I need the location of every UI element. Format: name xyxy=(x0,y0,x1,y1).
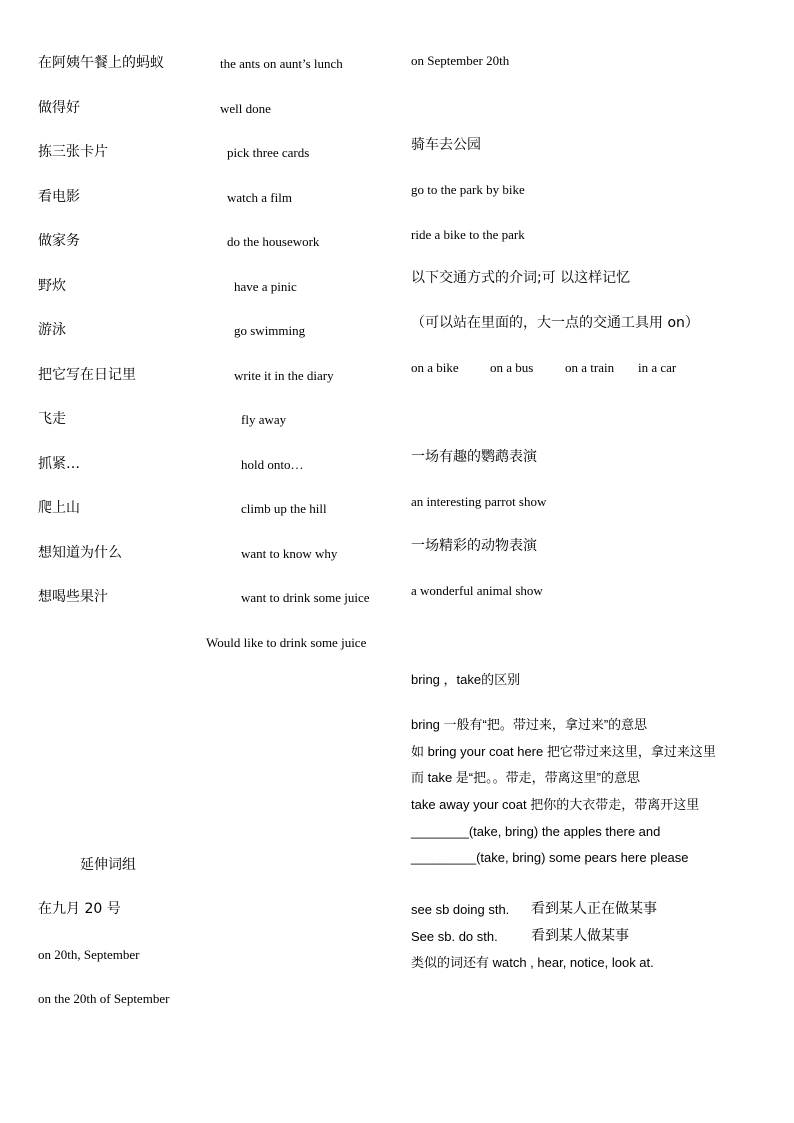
bring-take-line: 而 take 是“把。。带走，带离这里”的意思 xyxy=(411,770,640,785)
bring-take-title: bring ，take的区别 xyxy=(411,672,521,687)
vocab-en: want to drink some juice xyxy=(241,590,370,605)
vocab-en: climb up the hill xyxy=(241,501,327,516)
date-zh: 在九月 20 号 xyxy=(38,901,121,917)
phrase-en: go to the park by bike xyxy=(411,182,525,197)
vocab-zh: 爬上山 xyxy=(38,500,80,516)
phrase-zh: 骑车去公园 xyxy=(411,137,481,153)
bring-take-line: take away your coat 把你的大衣带走，带离开这里 xyxy=(411,797,700,812)
vocab-zh: 野炊 xyxy=(38,278,66,294)
date-en: on September 20th xyxy=(411,53,510,68)
vocab-en: hold onto… xyxy=(241,457,304,472)
vocab-en: pick three cards xyxy=(227,145,310,160)
transport-rule: （可以站在里面的，大一点的交通工具用 on） xyxy=(411,315,699,331)
transport-example: in a car xyxy=(638,360,677,375)
vocab-en: go swimming xyxy=(234,323,306,338)
vocab-en: watch a film xyxy=(227,190,292,205)
vocab-zh: 在阿姨午餐上的蚂蚁 xyxy=(38,55,164,71)
vocab-zh: 做得好 xyxy=(38,100,80,116)
vocab-zh: 看电影 xyxy=(38,189,80,205)
vocab-zh: 飞走 xyxy=(38,411,66,427)
transport-example: on a train xyxy=(565,360,615,375)
phrase-en: a wonderful animal show xyxy=(411,583,543,598)
vocab-en-alt: Would like to drink some juice xyxy=(206,635,367,650)
similar-words: 类似的词还有 watch , hear, notice, look at. xyxy=(411,955,654,970)
bring-take-line: 如 bring your coat here 把它带过来这里，拿过来这里 xyxy=(411,744,716,759)
grammar-meaning: 看到某人正在做某事 xyxy=(531,901,657,917)
vocab-zh: 拣三张卡片 xyxy=(38,144,108,160)
vocab-zh: 游泳 xyxy=(38,322,66,338)
vocab-zh: 想喝些果汁 xyxy=(38,589,108,605)
grammar-pattern: see sb doing sth. xyxy=(411,902,510,917)
section-title: 延伸词组 xyxy=(80,857,136,873)
vocab-en: fly away xyxy=(241,412,287,427)
transport-example: on a bus xyxy=(490,360,534,375)
vocab-zh: 做家务 xyxy=(38,233,80,249)
phrase-en: ride a bike to the park xyxy=(411,227,525,242)
phrase-zh: 一场精彩的动物表演 xyxy=(411,538,537,554)
date-en: on the 20th of September xyxy=(38,991,170,1006)
vocab-zh: 想知道为什么 xyxy=(38,545,122,561)
exercise-line: _________(take, bring) some pears here please xyxy=(411,850,689,865)
vocab-en: well done xyxy=(220,101,271,116)
vocab-zh: 把它写在日记里 xyxy=(38,367,136,383)
date-en: on 20th, September xyxy=(38,947,140,962)
phrase-en: an interesting parrot show xyxy=(411,494,547,509)
phrase-zh: 一场有趣的鹦鹉表演 xyxy=(411,449,537,465)
exercise-line: ________(take, bring) the apples there and xyxy=(411,824,661,839)
transport-note: 以下交通方式的介词;可 以这样记忆 xyxy=(411,270,631,286)
vocab-en: want to know why xyxy=(241,546,338,561)
grammar-meaning: 看到某人做某事 xyxy=(531,928,629,944)
bring-take-line: bring 一般有“把。带过来，拿过来”的意思 xyxy=(411,717,648,732)
grammar-pattern: See sb. do sth. xyxy=(411,929,498,944)
vocab-zh: 抓紧… xyxy=(38,456,80,472)
vocab-en: do the housework xyxy=(227,234,320,249)
vocab-en: have a pinic xyxy=(234,279,297,294)
transport-example: on a bike xyxy=(411,360,459,375)
vocab-en: the ants on aunt’s lunch xyxy=(220,56,343,71)
vocab-en: write it in the diary xyxy=(234,368,334,383)
